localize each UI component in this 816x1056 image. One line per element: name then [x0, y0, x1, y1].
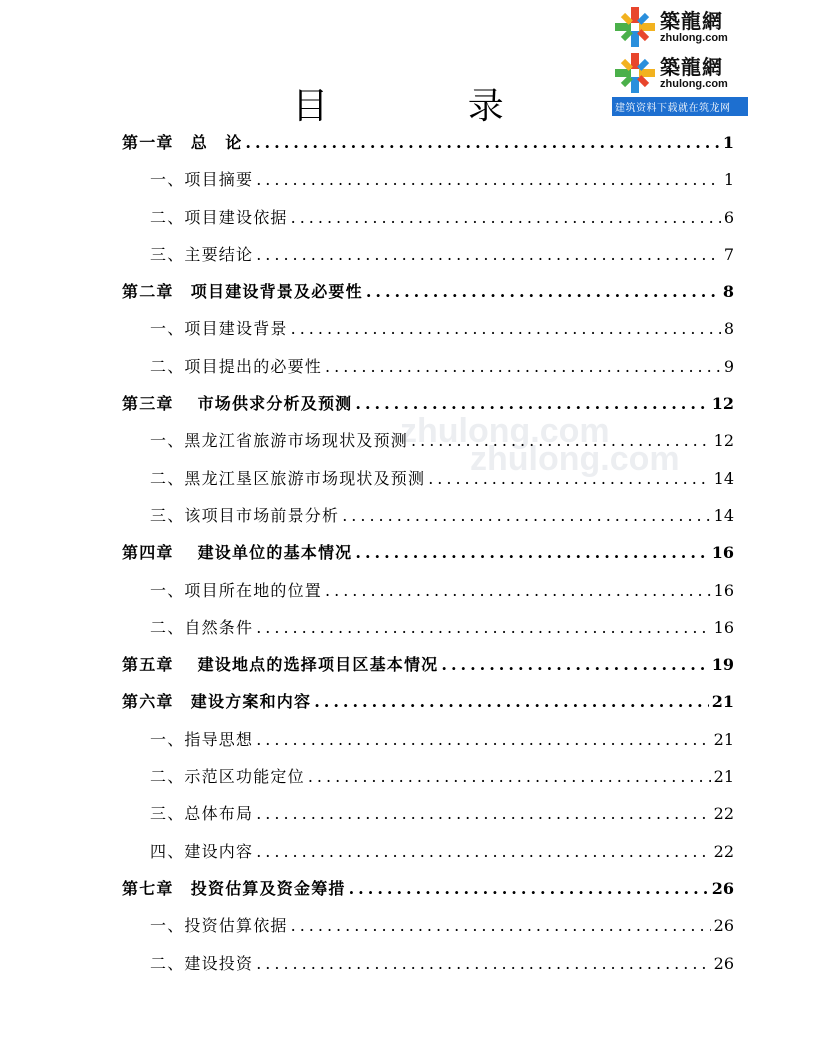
logo-brand-cn: 築龍網 [660, 54, 723, 79]
logo-row-top [612, 4, 748, 50]
toc-section-entry[interactable] [122, 497, 734, 534]
toc-entry-page: 16 [713, 580, 734, 600]
toc-chapter-entry[interactable] [122, 385, 734, 422]
toc-entry-page: 14 [713, 505, 734, 525]
toc-entry-title: 第七章 投资估算及资金筹措 [122, 878, 346, 898]
toc-entry-page: 8 [722, 282, 734, 302]
toc-entry-title: 四、建设内容 [150, 841, 254, 861]
toc-entry-page: 12 [713, 431, 734, 451]
toc-entry-title: 三、该项目市场前景分析 [150, 505, 340, 525]
toc-entry-page: 21 [711, 692, 734, 712]
toc-section-entry[interactable] [122, 945, 734, 982]
toc-entry-page: 1 [722, 133, 734, 152]
toc-section-entry[interactable] [122, 460, 734, 497]
toc-chapter-entry[interactable] [122, 646, 734, 683]
toc-section-entry[interactable] [122, 758, 734, 795]
page-title: 目 录 [292, 86, 568, 127]
toc-section-entry[interactable] [122, 721, 734, 758]
toc-entry-title: 二、建设投资 [150, 953, 254, 973]
toc-entry-title: 第六章 建设方案和内容 [122, 692, 312, 712]
toc-entry-page: 16 [711, 543, 734, 563]
table-of-contents [122, 124, 734, 982]
toc-entry-page: 22 [713, 804, 734, 824]
toc-entry-title: 第三章 市场供求分析及预测 [122, 394, 353, 414]
logo-tagline: 建筑资料下载就在筑龙网 [612, 97, 748, 116]
toc-dot-leader [355, 385, 708, 422]
toc-entry-title: 一、投资估算依据 [150, 916, 288, 936]
logo-text [660, 8, 728, 44]
toc-entry-page: 22 [713, 841, 734, 861]
watermark-text: zhulong.com [400, 412, 610, 450]
toc-section-entry[interactable] [122, 572, 734, 609]
toc-entry-title: 第五章 建设地点的选择项目区基本情况 [122, 655, 439, 675]
toc-chapter-entry[interactable] [122, 683, 734, 720]
toc-entry-title: 二、黑龙江垦区旅游市场现状及预测 [150, 468, 426, 488]
toc-section-entry[interactable] [122, 795, 734, 832]
toc-dot-leader [256, 721, 710, 758]
toc-entry-title: 第四章 建设单位的基本情况 [122, 543, 353, 563]
toc-entry-title: 二、示范区功能定位 [150, 767, 305, 787]
toc-chapter-entry[interactable] [122, 534, 734, 571]
toc-dot-leader [291, 199, 721, 236]
toc-entry-title: 第二章 项目建设背景及必要性 [122, 282, 363, 302]
toc-entry-page: 12 [711, 394, 734, 414]
toc-entry-title: 一、项目摘要 [150, 170, 254, 190]
toc-entry-title: 三、总体布局 [150, 804, 254, 824]
toc-dot-leader [325, 572, 711, 609]
toc-entry-title: 一、项目建设背景 [150, 319, 288, 339]
toc-dot-leader [256, 609, 710, 646]
toc-dot-leader [441, 646, 708, 683]
toc-entry-title: 第一章 总 论 [122, 133, 243, 152]
toc-dot-leader [256, 795, 710, 832]
toc-entry-page: 26 [713, 916, 734, 936]
toc-dot-leader [355, 534, 708, 571]
toc-section-entry[interactable] [122, 348, 734, 385]
toc-dot-leader [308, 758, 711, 795]
toc-entry-page: 7 [723, 244, 734, 264]
toc-chapter-entry[interactable] [122, 124, 734, 161]
watermark-text: zhulong.com [470, 440, 680, 478]
toc-entry-page: 19 [711, 655, 734, 675]
toc-entry-page: 26 [711, 878, 734, 898]
logo-brand-en: zhulong.com [660, 31, 728, 44]
toc-section-entry[interactable] [122, 236, 734, 273]
toc-section-entry[interactable] [122, 609, 734, 646]
toc-section-entry[interactable] [122, 907, 734, 944]
toc-entry-title: 一、指导思想 [150, 729, 254, 749]
toc-section-entry[interactable] [122, 422, 734, 459]
toc-entry-page: 21 [713, 767, 734, 787]
toc-dot-leader [256, 833, 710, 870]
toc-section-entry[interactable] [122, 161, 734, 198]
toc-entry-page: 21 [713, 729, 734, 749]
toc-dot-leader [256, 945, 710, 982]
toc-entry-title: 二、项目建设依据 [150, 207, 288, 227]
toc-dot-leader [342, 497, 710, 534]
toc-entry-page: 6 [723, 207, 734, 227]
toc-entry-page: 9 [723, 356, 734, 376]
snowflake-logo-icon [612, 4, 658, 50]
toc-entry-title: 三、主要结论 [150, 244, 254, 264]
toc-section-entry[interactable] [122, 310, 734, 347]
toc-entry-title: 二、项目提出的必要性 [150, 356, 323, 376]
toc-entry-page: 14 [713, 468, 734, 488]
logo-brand-cn: 築龍網 [660, 8, 723, 33]
toc-dot-leader [366, 273, 720, 310]
toc-dot-leader [291, 310, 721, 347]
toc-dot-leader [245, 124, 719, 161]
toc-entry-title: 二、自然条件 [150, 617, 254, 637]
toc-entry-page: 26 [713, 953, 734, 973]
toc-entry-page: 8 [723, 319, 734, 339]
toc-chapter-entry[interactable] [122, 273, 734, 310]
toc-dot-leader [256, 161, 721, 198]
toc-dot-leader [325, 348, 721, 385]
toc-section-entry[interactable] [122, 833, 734, 870]
toc-dot-leader [256, 236, 721, 273]
toc-dot-leader [349, 870, 709, 907]
toc-dot-leader [314, 683, 709, 720]
toc-dot-leader [428, 460, 710, 497]
toc-chapter-entry[interactable] [122, 870, 734, 907]
toc-section-entry[interactable] [122, 199, 734, 236]
toc-entry-title: 一、项目所在地的位置 [150, 580, 323, 600]
toc-entry-title: 一、黑龙江省旅游市场现状及预测 [150, 431, 409, 451]
toc-entry-page: 16 [713, 617, 734, 637]
toc-dot-leader [411, 422, 711, 459]
toc-dot-leader [291, 907, 711, 944]
logo-brand-en: zhulong.com [660, 77, 728, 90]
toc-entry-page: 1 [723, 170, 734, 190]
